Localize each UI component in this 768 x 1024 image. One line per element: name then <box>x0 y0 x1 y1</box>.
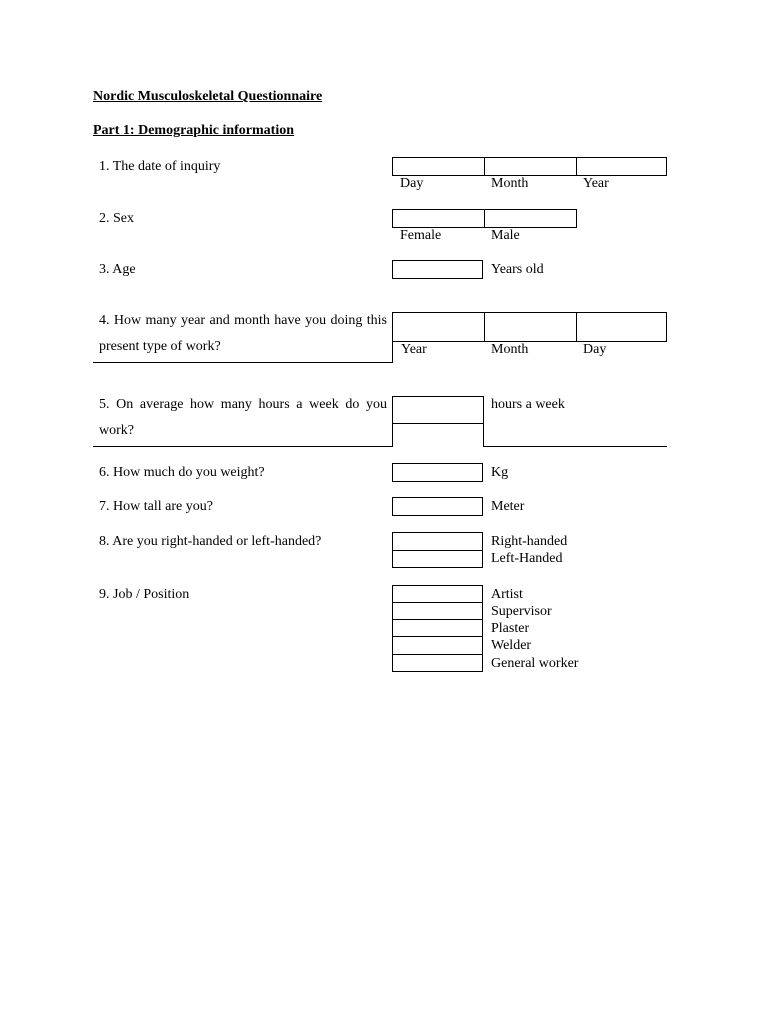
work-days-input-box[interactable] <box>576 312 667 342</box>
artist-checkbox[interactable] <box>392 585 483 603</box>
document-title: Nordic Musculoskeletal Questionnaire <box>93 89 323 104</box>
hours-input-box[interactable] <box>392 396 484 424</box>
left-handed-checkbox[interactable] <box>392 550 483 568</box>
question-5-label: 5. On average how many hours a week do you work? <box>99 397 387 438</box>
hours-unit: hours a week <box>491 397 565 412</box>
question-5-underline-right <box>483 446 667 447</box>
height-input-box[interactable] <box>392 497 483 516</box>
welder-option: Welder <box>491 638 532 653</box>
left-handed-option: Left-Handed <box>491 551 563 566</box>
plaster-checkbox[interactable] <box>392 619 483 637</box>
section-heading: Part 1: Demographic information <box>93 123 295 138</box>
plaster-option: Plaster <box>491 621 530 636</box>
question-4-label: 4. How many year and month have you doing this present type of work? <box>99 313 387 354</box>
age-input-box[interactable] <box>392 260 483 279</box>
weight-input-box[interactable] <box>392 463 483 482</box>
month-caption: Month <box>491 176 529 191</box>
hours-box-right-rule <box>483 423 484 447</box>
day-caption: Day <box>400 176 424 191</box>
general-worker-option: General worker <box>491 656 579 671</box>
supervisor-option: Supervisor <box>491 604 552 619</box>
right-handed-option: Right-handed <box>491 534 568 549</box>
month-input-box[interactable] <box>484 157 577 176</box>
year-caption: Year <box>583 176 609 191</box>
height-unit: Meter <box>491 499 525 514</box>
hours-box-left-rule <box>392 423 393 447</box>
right-handed-checkbox[interactable] <box>392 532 483 551</box>
female-input-box[interactable] <box>392 209 485 228</box>
question-5-underline-left <box>93 446 393 447</box>
female-caption: Female <box>400 228 442 243</box>
question-9-label: 9. Job / Position <box>99 587 190 602</box>
male-input-box[interactable] <box>484 209 577 228</box>
question-2-label: 2. Sex <box>99 211 134 226</box>
work-months-input-box[interactable] <box>484 312 577 342</box>
age-unit: Years old <box>491 262 544 277</box>
year-input-box[interactable] <box>576 157 667 176</box>
question-3-label: 3. Age <box>99 262 136 277</box>
artist-option: Artist <box>491 587 523 602</box>
question-8-label: 8. Are you right-handed or left-handed? <box>99 534 322 549</box>
work-years-input-box[interactable] <box>392 312 485 342</box>
question-4-left-rule <box>392 341 393 363</box>
male-caption: Male <box>491 228 520 243</box>
weight-unit: Kg <box>491 465 509 480</box>
question-1-label: 1. The date of inquiry <box>99 159 221 174</box>
work-months-caption: Month <box>491 342 529 357</box>
general-worker-checkbox[interactable] <box>392 654 483 672</box>
supervisor-checkbox[interactable] <box>392 602 483 620</box>
question-4-underline <box>93 362 393 363</box>
welder-checkbox[interactable] <box>392 636 483 655</box>
day-input-box[interactable] <box>392 157 485 176</box>
work-days-caption: Day <box>583 342 607 357</box>
work-years-caption: Year <box>401 342 427 357</box>
question-7-label: 7. How tall are you? <box>99 499 213 514</box>
question-6-label: 6. How much do you weight? <box>99 465 265 480</box>
